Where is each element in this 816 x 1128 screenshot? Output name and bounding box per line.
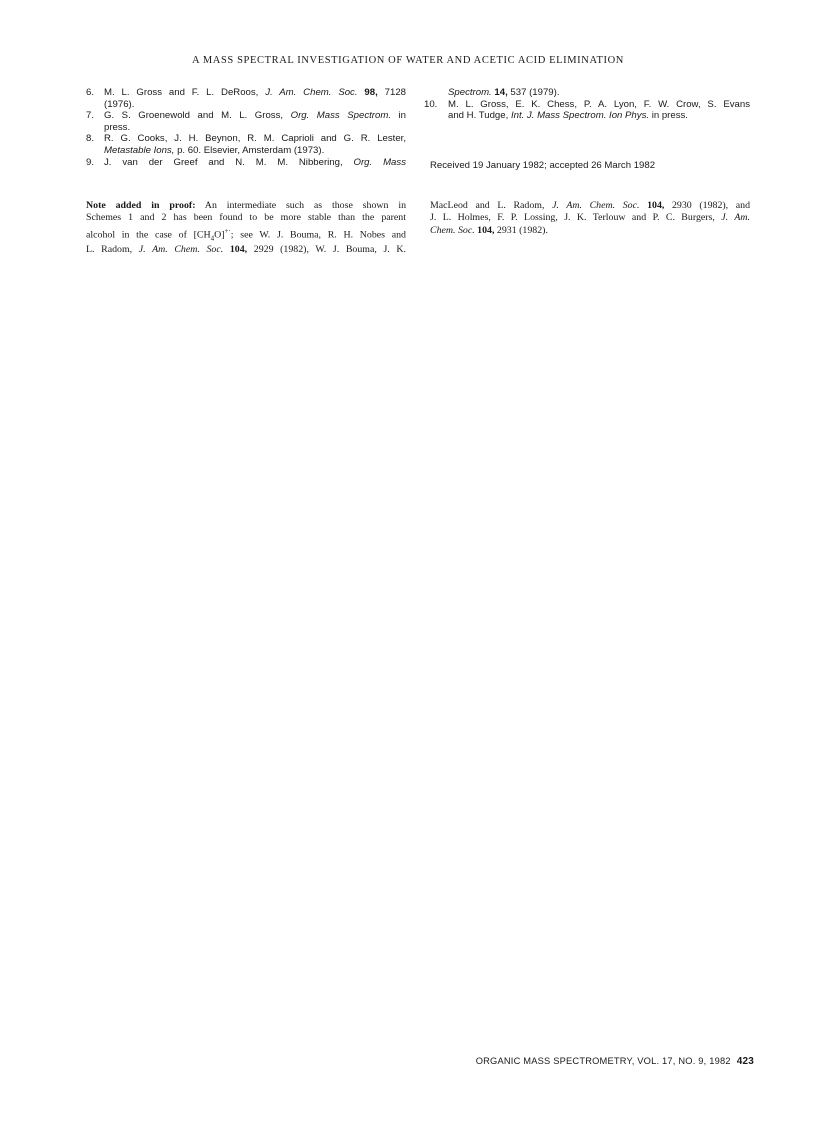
subscript: 4 (210, 234, 215, 243)
note-left (86, 200, 406, 257)
note-text: 2930 (1982), and (664, 200, 751, 211)
note-line: Schemes 1 and 2 has been found to be more stable than the parent (86, 212, 406, 224)
reference-line: M. L. Gross, E. K. Chess, P. A. Lyon, F. W. Crow, S. Evans (448, 98, 750, 110)
book-title: Metastable Ions, (104, 144, 175, 156)
note-text: ; see W. J. Bouma, R. H. Nobes and (230, 229, 406, 241)
note-line (86, 225, 406, 245)
pages: 537 (1979). (507, 87, 560, 98)
reference-10 (424, 98, 750, 122)
superscript: +· (224, 226, 231, 235)
authors: J. van der Greef and N. M. M. Nibbering, (104, 156, 354, 168)
note-line (430, 200, 750, 212)
journal: J. Am. Chem. Soc. (138, 244, 224, 256)
reference-9 (86, 157, 406, 169)
volume: 104, (223, 244, 248, 256)
running-head: A MASS SPECTRAL INVESTIGATION OF WATER AND ACETIC ACID ELIMINATION (192, 55, 624, 66)
journal: J. Am. Chem. Soc. (265, 87, 358, 98)
note-text: MacLeod and L. Radom, (430, 200, 553, 211)
reference-7 (86, 110, 406, 133)
note-line (86, 244, 406, 256)
reference-line (104, 145, 406, 157)
reference-number: 8. (86, 133, 95, 145)
volume: 104, (639, 200, 665, 211)
status: in press. (649, 110, 688, 122)
journal: Chem. Soc. (430, 224, 475, 236)
journal: Org. Mass Spectrom. (290, 110, 391, 122)
reference-9-continued (430, 87, 750, 99)
reference-line (448, 87, 750, 99)
reference-6 (86, 87, 406, 110)
note-line (430, 225, 750, 237)
note-right (430, 200, 750, 237)
reference-number: 7. (86, 110, 95, 122)
journal: Spectrom. (448, 87, 492, 98)
page-footer (476, 1056, 754, 1067)
reference-8 (86, 133, 406, 156)
journal: J. Am. (721, 212, 750, 224)
received-dates: Received 19 January 1982; accepted 26 March 1982 (430, 160, 656, 171)
reference-line: (1976). (104, 98, 135, 110)
volume: 14, (491, 87, 508, 98)
note-heading: Note added in proof: (86, 200, 196, 211)
references-right (424, 87, 750, 122)
note-text: 2931 (1982). (494, 224, 548, 236)
authors: and H. Tudge, (448, 110, 511, 122)
note-text: J. L. Holmes, F. P. Lossing, J. K. Terlouw and P. C. Burgers, (430, 212, 722, 224)
authors: G. S. Groenewold and M. L. Gross, (104, 110, 291, 122)
volume: 98, (364, 87, 378, 98)
journal: Int. J. Mass Spectrom. Ion Phys. (510, 110, 650, 122)
authors: M. L. Gross and F. L. DeRoos, (104, 87, 266, 98)
page-number: 423 (736, 1056, 754, 1067)
note-text: An intermediate such as those shown in (195, 200, 407, 211)
pages: 7128 (377, 87, 406, 98)
journal: Org. Mass (353, 156, 406, 168)
reference-line (448, 110, 750, 122)
reference-line (104, 87, 406, 99)
journal: J. Am. Chem. Soc. (552, 200, 640, 211)
note-line (86, 200, 406, 212)
status: in (390, 110, 406, 122)
reference-line (104, 110, 406, 122)
journal-info: ORGANIC MASS SPECTROMETRY, VOL. 17, NO. 9, 1982 (475, 1056, 731, 1066)
reference-line: R. G. Cooks, J. H. Beynon, R. M. Caprioli and G. R. Lester, (104, 133, 406, 145)
note-text: 2929 (1982), W. J. Bouma, J. K. (247, 244, 407, 256)
publisher: p. 60. Elsevier, Amsterdam (1973). (174, 144, 325, 156)
reference-number: 6. (86, 87, 95, 98)
reference-number: 9. (86, 156, 95, 168)
reference-line (104, 157, 406, 169)
note-text: O] (214, 229, 225, 241)
note-line (430, 212, 750, 224)
reference-number: 10. (424, 98, 438, 110)
reference-line: press. (104, 121, 131, 133)
volume: 104, (474, 224, 495, 236)
references-left (86, 87, 406, 168)
note-text: alcohol in the case of [CH (86, 229, 211, 241)
note-text: L. Radom, (86, 244, 139, 256)
